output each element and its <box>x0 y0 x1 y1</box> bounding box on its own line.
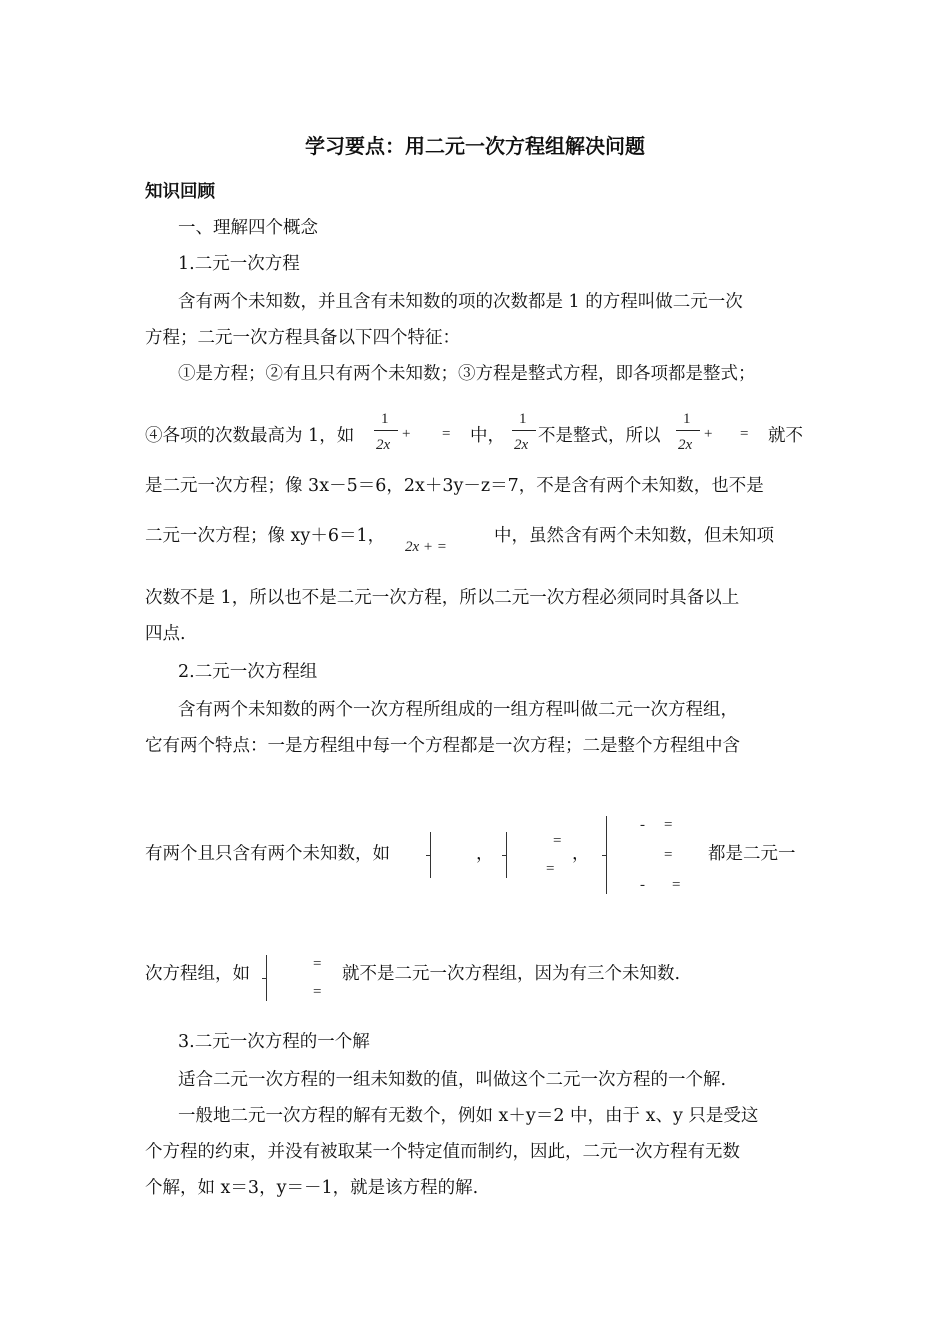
concept2-text-line: 它有两个特点：一是方程组中每一个方程都是一次方程；二是整个方程组中含 <box>145 736 740 756</box>
fraction-numerator: 1 <box>381 411 389 427</box>
separator-comma: ， <box>476 844 494 864</box>
concept2-text-line: 次方程组，如 <box>145 964 250 984</box>
concept1-features-line: 是二元一次方程；像 3x－5＝6，2x＋3y－z＝7，不是含有两个未知数，也不是 <box>145 476 764 496</box>
minus-sign: - <box>640 877 645 893</box>
concept3-text-line: 一般地二元一次方程的解有无数个，例如 x＋y＝2 中，由于 x、y 只是受这 <box>178 1106 759 1126</box>
system-brace <box>606 816 607 894</box>
concept1-features-line: 四点. <box>145 624 186 644</box>
concept3-text-line: 适合二元一次方程的一组未知数的值，叫做这个二元一次方程的一个解. <box>178 1070 727 1090</box>
fraction-bar <box>512 430 536 431</box>
fraction-bar <box>676 430 700 431</box>
concept3-text-line: 个方程的约束，并没有被取某一个特定值而制约，因此，二元一次方程有无数 <box>145 1142 740 1162</box>
fraction-numerator: 1 <box>519 411 527 427</box>
concept1-features-line: 次数不是 1，所以也不是二元一次方程，所以二元一次方程必须同时具备以上 <box>145 588 740 608</box>
concept2-text-line: 就不是二元一次方程组，因为有三个未知数. <box>342 964 681 984</box>
equals-sign: = <box>553 833 562 849</box>
concept1-text-line: 方程；二元一次方程具备以下四个特征： <box>145 328 460 348</box>
concept2-heading: 2.二元一次方程组 <box>178 662 318 682</box>
page-title: 学习要点：用二元一次方程组解决问题 <box>305 134 645 158</box>
fraction-denominator: 2x <box>514 437 529 453</box>
concept1-features-line: ④各项的次数最高为 1，如 <box>145 426 355 446</box>
part-heading: 一、理解四个概念 <box>178 218 318 238</box>
concept1-features-line: ①是方程；②有且只有两个未知数；③方程是整式方程，即各项都是整式； <box>178 364 756 384</box>
equals-sign: = <box>442 426 451 442</box>
concept1-features-line: 中，虽然含有两个未知数，但未知项 <box>494 526 774 546</box>
plus-sign: + <box>704 426 713 442</box>
equals-sign: = <box>546 861 555 877</box>
system-brace <box>430 832 431 878</box>
brace-tip <box>426 855 430 856</box>
fraction-bar <box>374 430 398 431</box>
concept1-features-line: 二元一次方程；像 xy＋6＝1， <box>145 526 386 546</box>
brace-tip <box>262 978 266 979</box>
brace-tip <box>502 855 506 856</box>
separator-comma: ， <box>572 844 590 864</box>
concept3-text-line: 个解，如 x＝3，y＝－1，就是该方程的解. <box>145 1178 479 1198</box>
equals-sign: = <box>313 984 322 1000</box>
fraction-denominator: 2x <box>376 437 391 453</box>
concept1-heading: 1.二元一次方程 <box>178 254 300 274</box>
math-expression: 2x + = <box>405 539 447 555</box>
fraction-numerator: 1 <box>683 411 691 427</box>
concept1-features-text: 中， <box>470 426 505 446</box>
brace-tip <box>602 855 606 856</box>
concept2-text-line: 有两个且只含有两个未知数，如 <box>145 844 390 864</box>
concept2-text-line: 都是二元一 <box>708 844 796 864</box>
concept1-features-text: 不是整式，所以 <box>538 426 661 446</box>
concept2-text-line: 含有两个未知数的两个一次方程所组成的一组方程叫做二元一次方程组， <box>178 700 738 720</box>
equals-sign: = <box>740 426 749 442</box>
plus-sign: + <box>402 426 411 442</box>
equals-sign: = <box>664 817 673 833</box>
minus-sign: - <box>640 817 645 833</box>
concept1-features-text: 就不 <box>768 426 803 446</box>
system-brace <box>506 832 507 878</box>
equals-sign: = <box>313 956 322 972</box>
fraction-denominator: 2x <box>678 437 693 453</box>
equals-sign: = <box>664 847 673 863</box>
concept1-text-line: 含有两个未知数，并且含有未知数的项的次数都是 1 的方程叫做二元一次 <box>178 292 743 312</box>
concept3-heading: 3.二元一次方程的一个解 <box>178 1032 370 1052</box>
section-heading: 知识回顾 <box>145 182 215 202</box>
equals-sign: = <box>672 877 681 893</box>
system-brace <box>266 955 267 1001</box>
